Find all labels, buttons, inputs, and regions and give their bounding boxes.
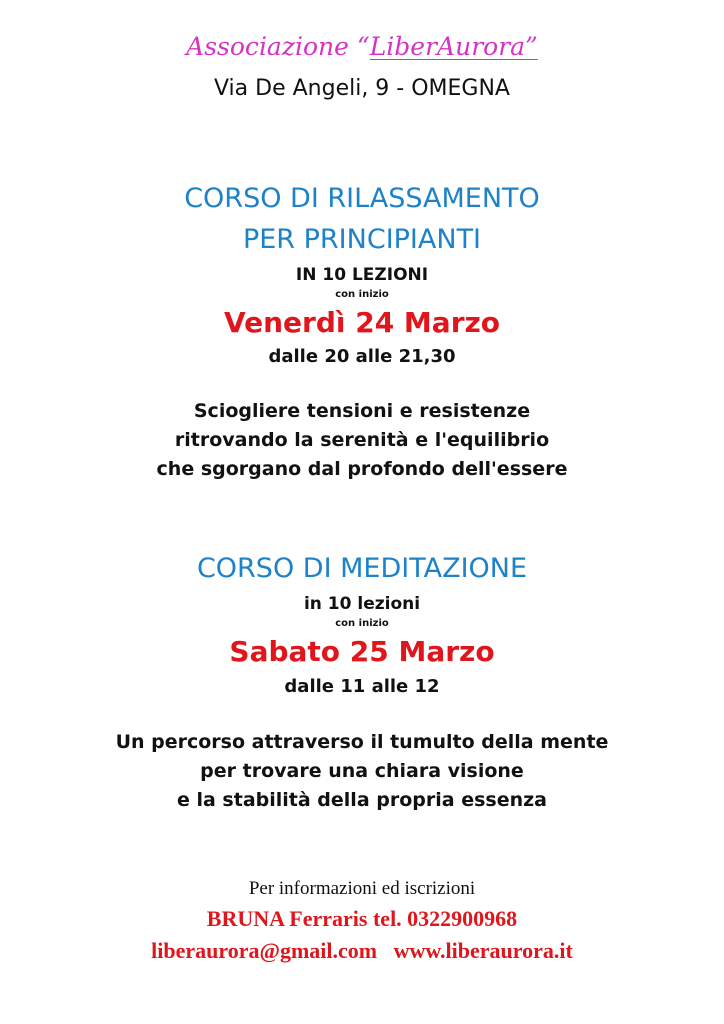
course2-description-line1: Un percorso attraverso il tumulto della mente <box>115 731 609 753</box>
course1-start-label: con inizio <box>335 289 389 300</box>
email-link[interactable]: liberaurora@gmail.com <box>151 938 378 963</box>
course1-description-line1: Sciogliere tensioni e resistenze <box>193 400 531 422</box>
address: Via De Angeli, 9 - OMEGNA <box>213 76 510 101</box>
association-suffix: ” <box>525 32 538 61</box>
info-label: Per informazioni ed iscrizioni <box>248 878 476 899</box>
website-link[interactable]: www.liberaurora.it <box>393 938 573 963</box>
course2-title: CORSO DI MEDITAZIONE <box>196 553 528 584</box>
course2-lessons: in 10 lezioni <box>303 594 421 614</box>
contact-links <box>0 936 724 966</box>
course1-title-line2: PER PRINCIPIANTI <box>242 224 482 255</box>
course1-lessons: IN 10 LEZIONI <box>295 265 429 285</box>
course1-time: dalle 20 alle 21,30 <box>268 346 456 367</box>
course2-start-date: Sabato 25 Marzo <box>229 635 495 668</box>
course1-description-line2: ritrovando la serenità e l'equilibrio <box>174 429 550 451</box>
course2-description-line2: per trovare una chiara visione <box>200 760 524 782</box>
association-prefix: Associazione “ <box>186 32 370 61</box>
course1-description-line3: che sgorgano dal profondo dell'essere <box>156 458 568 480</box>
course2-start-label: con inizio <box>335 618 389 629</box>
association-name-text: LiberAurora <box>369 32 526 61</box>
course2-time: dalle 11 alle 12 <box>284 676 440 697</box>
association-name <box>0 30 724 64</box>
course2-description-line3: e la stabilità della propria essenza <box>176 789 547 811</box>
contact-name-phone: BRUNA Ferraris tel. 0322900968 <box>206 906 518 931</box>
course1-title-line1: CORSO DI RILASSAMENTO <box>184 183 540 214</box>
course1-start-date: Venerdì 24 Marzo <box>223 306 501 339</box>
